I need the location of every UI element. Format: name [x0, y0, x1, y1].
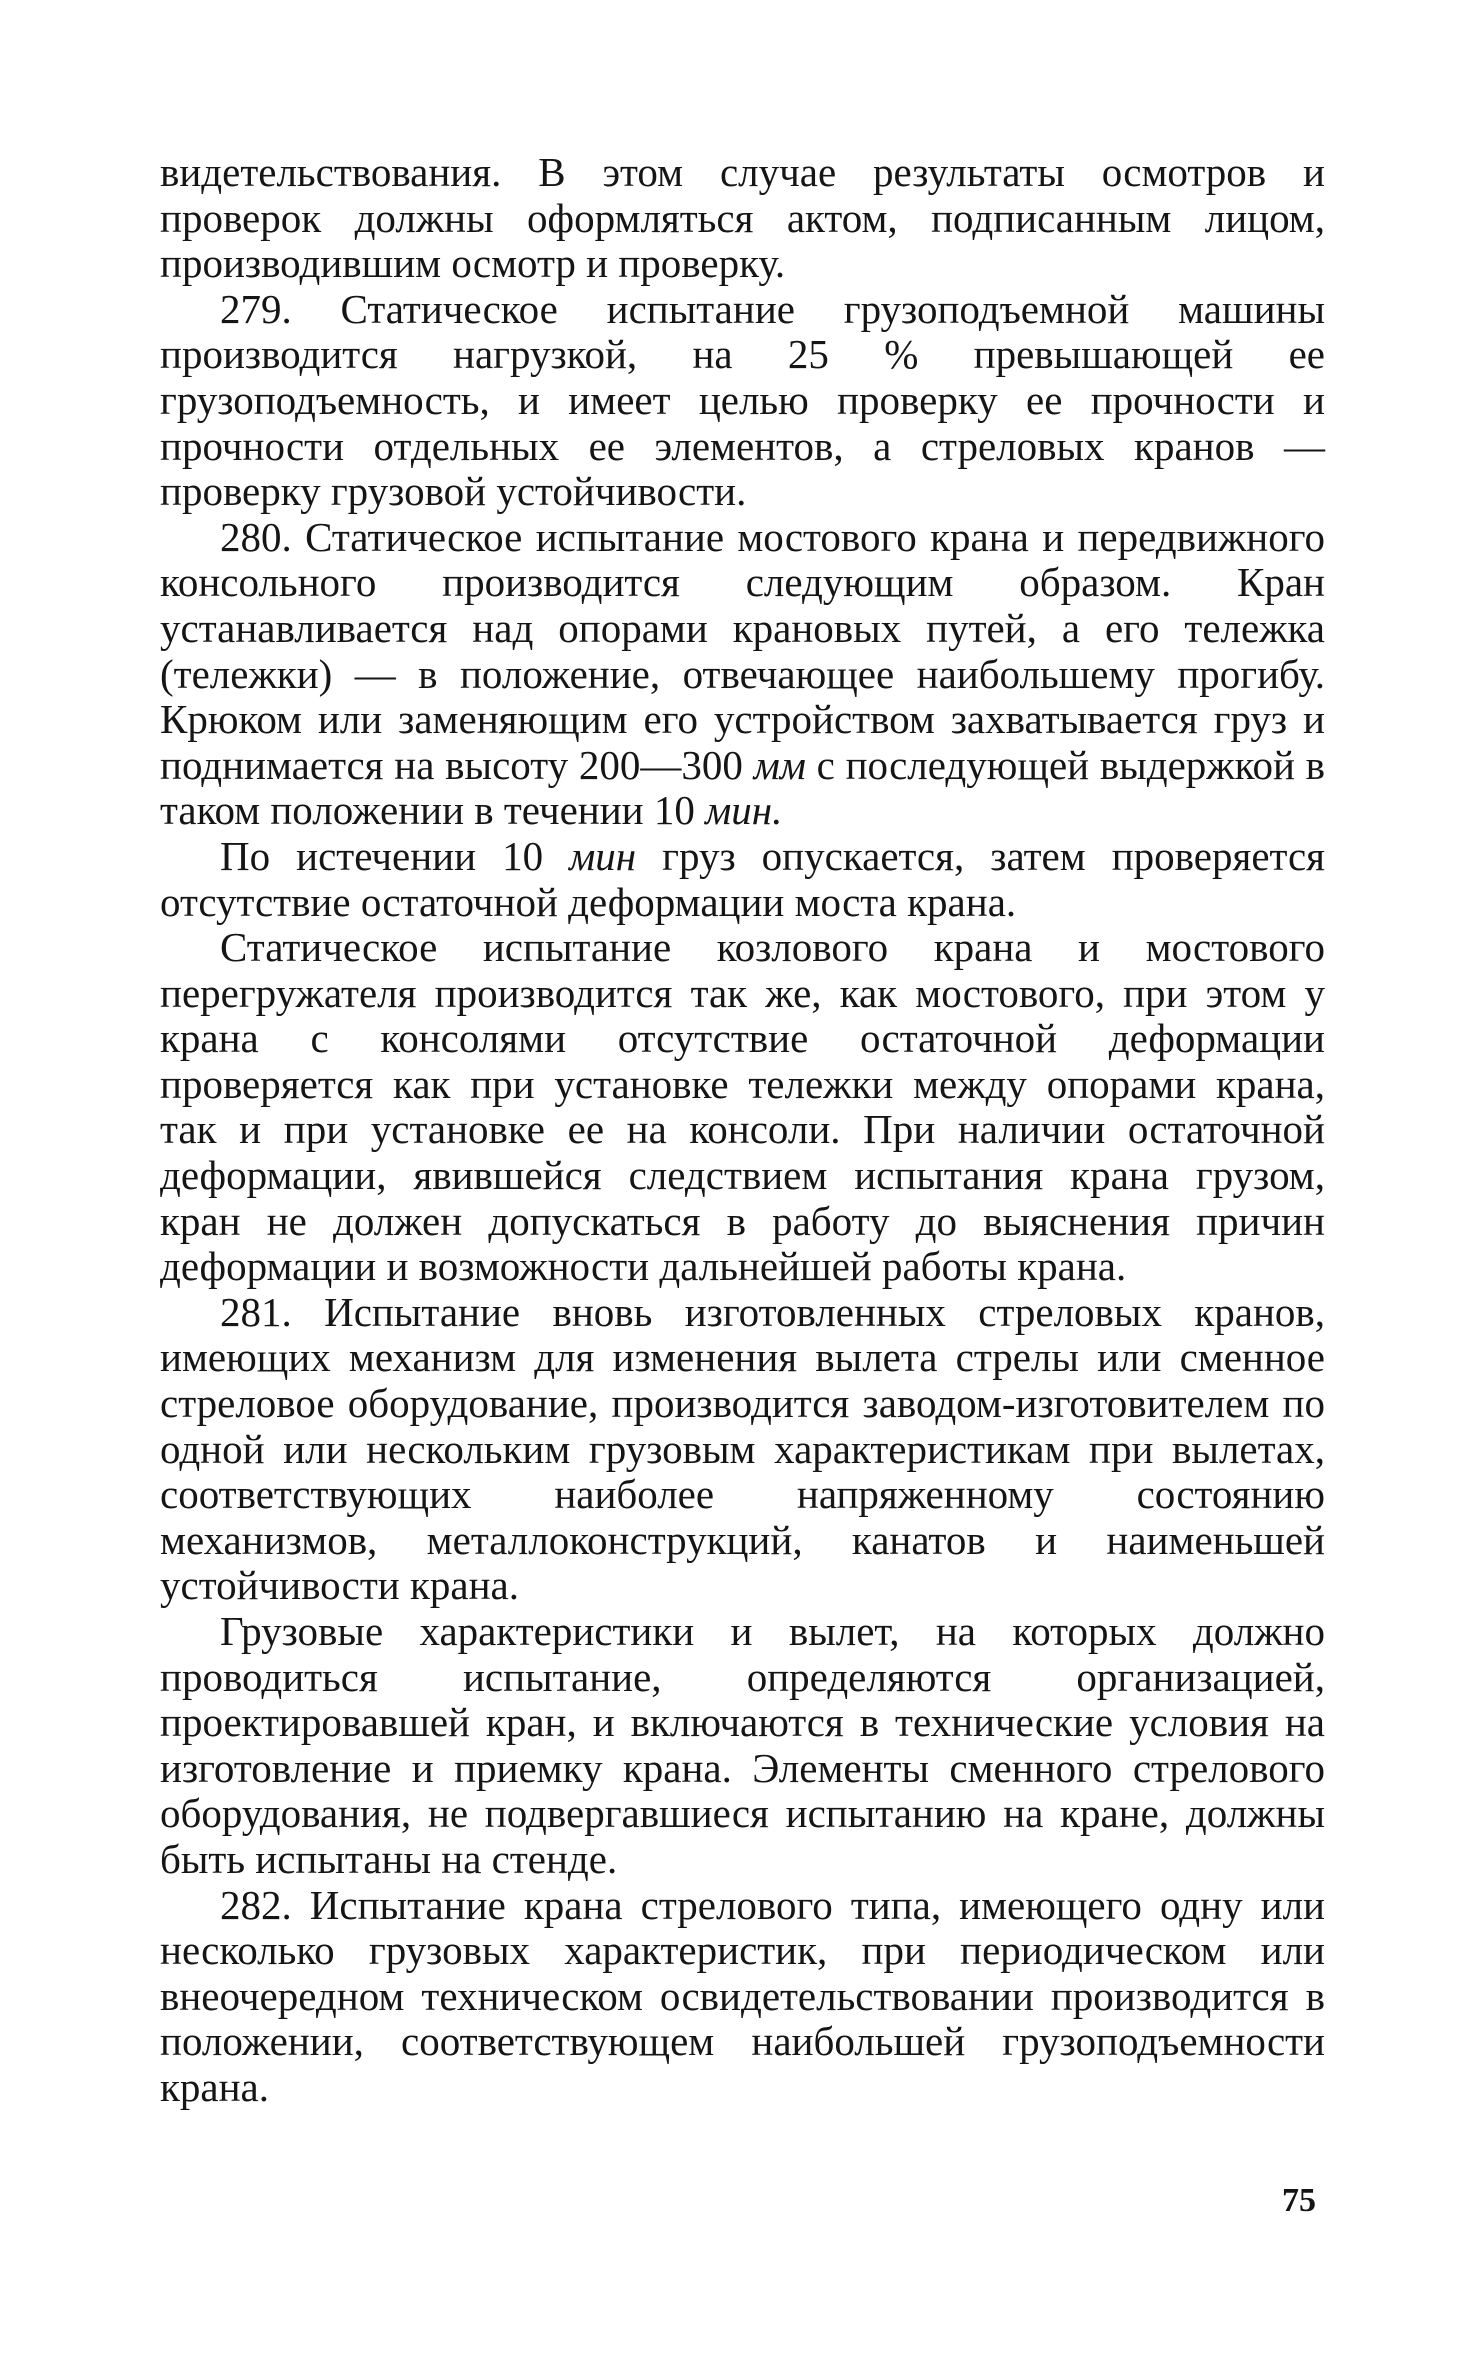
paragraph-279 — [160, 287, 1325, 515]
page-number: 75 — [1282, 2182, 1316, 2219]
text-run: 279. Статическое испытание грузоподъемной машины производится нагрузкой, на 25 % превышающей ее грузоподъемность, и имеет целью проверку ее прочности и прочности отдельных ее элементов, а стреловых кранов — проверку грузовой устойчивости. — [160, 285, 1325, 515]
text-run: Статическое испытание козлового крана и мостового перегружателя производится так же, как мостового, при этом у крана с консолями отсутствие остаточной деформации проверяется как при установке тележки между опорами крана, так и при установке ее на консоли. При наличии остаточной деформации, явившейся следствием испытания крана грузом, кран не должен допускаться в работу до выяснения причин деформации и возможности дальнейшей работы крана. — [160, 924, 1325, 1290]
unit-mm: мм — [753, 741, 806, 788]
unit-min: мин — [569, 832, 637, 879]
paragraph-282 — [160, 1883, 1325, 2111]
text-run: 281. Испытание вновь изготовленных стреловых кранов, имеющих механизм для изменения вылета стрелы или сменное стреловое оборудование, производится заводом-изготовителем по одной или нескольким грузовым характеристикам при вылетах, соответствующих наиболее напряженному состоянию механизмов, металлоконструкций, канатов и наименьшей устойчивости крана. — [160, 1288, 1325, 1609]
paragraph-280 — [160, 515, 1325, 834]
text-run: видетельствования. В этом случае результаты осмотров и проверок должны оформляться актом, подписанным лицом, производившим осмотр и проверку. — [160, 149, 1325, 287]
text-run: груз опускается, затем проверяется отсутствие остаточной деформации моста крана. — [160, 832, 1325, 925]
text-run: 282. Испытание крана стрелового типа, имеющего одну или несколько грузовых характеристик, при периодическом или внеочередном техническом освидетельствовании производится в положении, соответствующем наибольшей грузоподъемности крана. — [160, 1881, 1325, 2110]
text-run: 280. Статическое испытание мостового крана и передвижного консольного производится следующим образом. Кран устанавливается над опорами крановых путей, а его тележка (тележки) — в положение, отвечающее наибольшему прогибу. Крюком или заменяющим его устройством захватывается груз и поднимается на высоту 200—300 — [160, 513, 1325, 788]
unit-min: мин. — [705, 787, 783, 834]
paragraph-281 — [160, 1290, 1325, 1609]
paragraph-281-characteristics — [160, 1609, 1325, 1883]
text-run: с последующей выдержкой в таком положении в течении 10 — [160, 741, 1325, 834]
text-run: Грузовые характеристики и вылет, на которых должно проводиться испытание, определяются организацией, проектировавшей кран, и включаются в технические условия на изготовление и приемку крана. Элементы сменного стрелового оборудования, не подвергавшиеся испытанию на кране, должны быть испытаны на стенде. — [160, 1608, 1325, 1882]
paragraph-280-continued — [160, 834, 1325, 925]
text-run: По истечении 10 — [220, 832, 570, 879]
paragraph-280-gantry — [160, 925, 1325, 1290]
page-body — [160, 150, 1325, 2111]
paragraph-continuation — [160, 150, 1325, 287]
